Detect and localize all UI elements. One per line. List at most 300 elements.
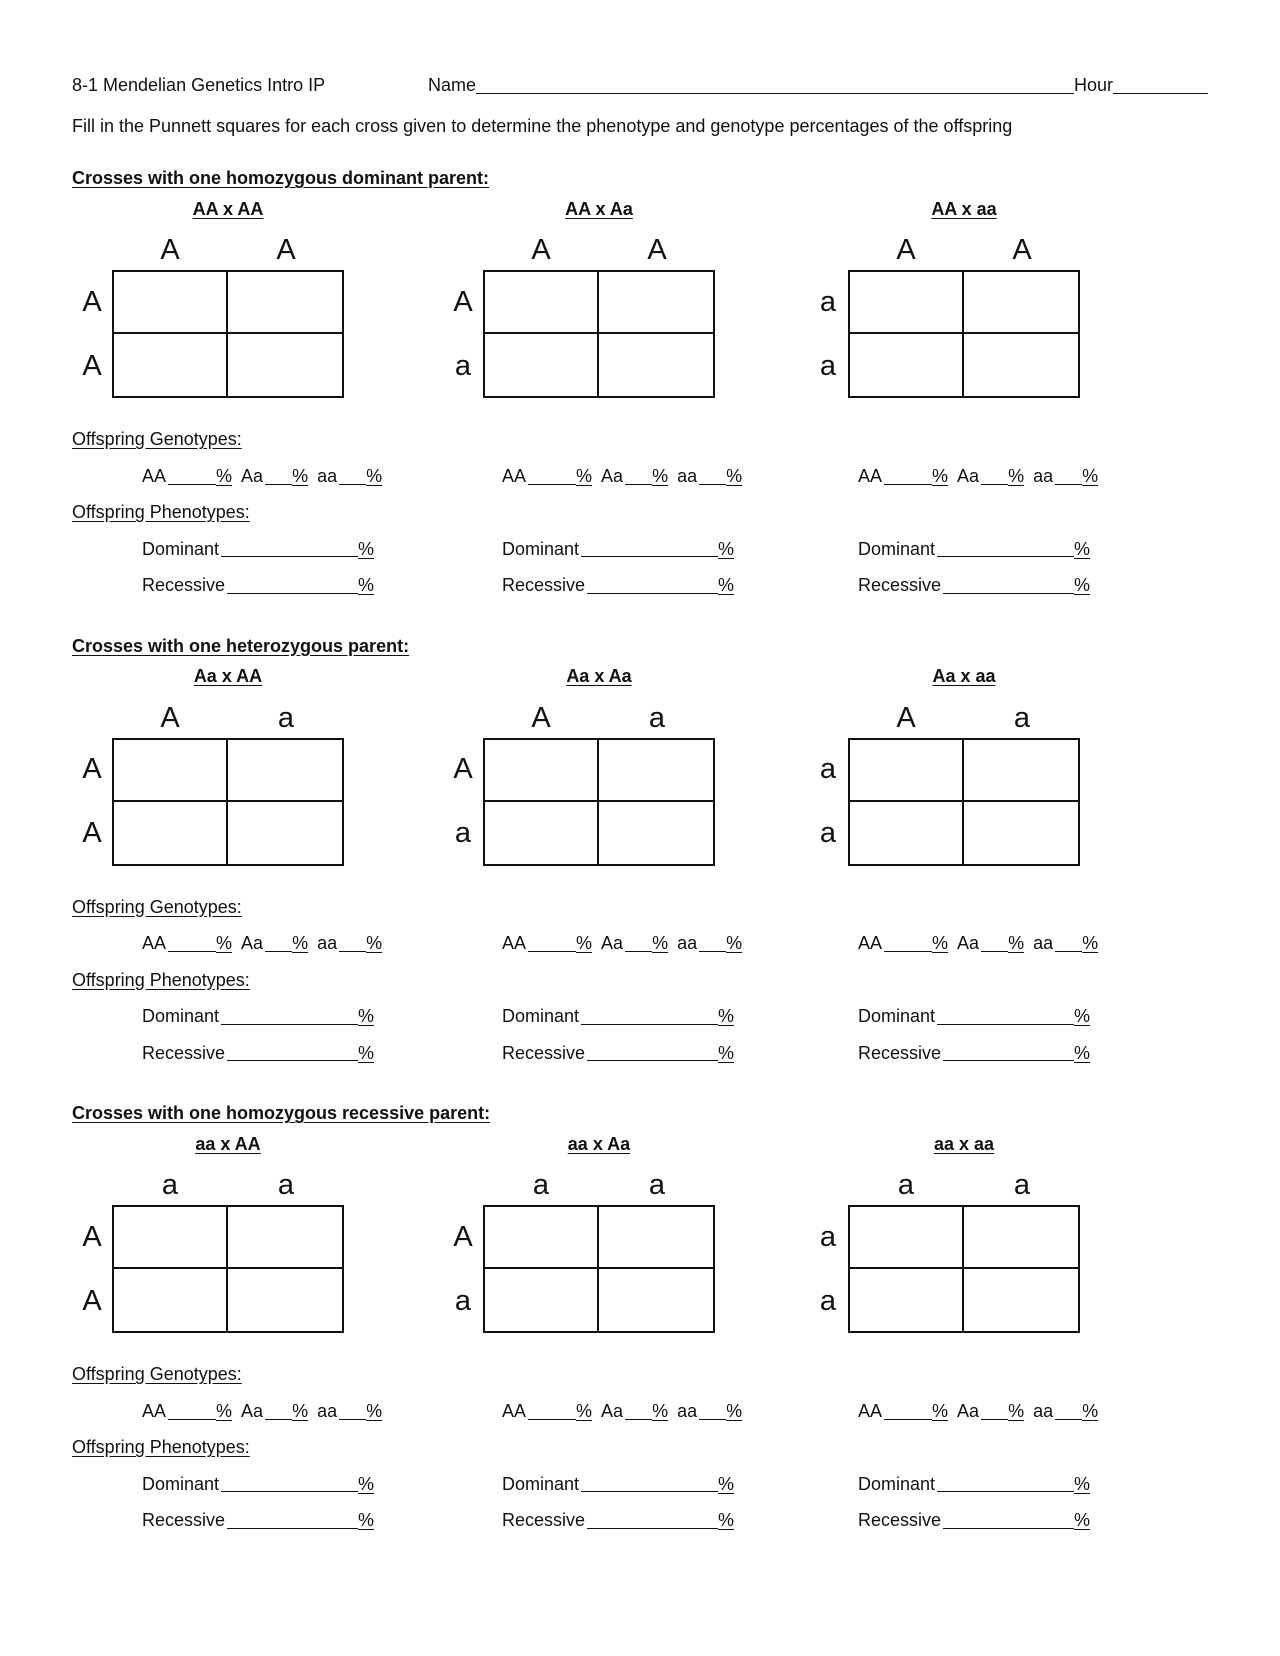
top-allele-row — [848, 1159, 1080, 1205]
percent-sign: % — [1082, 1400, 1099, 1421]
punnett-cell[interactable] — [114, 802, 228, 864]
genotype-blank[interactable] — [1055, 938, 1082, 952]
punnett-cell[interactable] — [850, 740, 964, 802]
punnett-cell[interactable] — [114, 1269, 228, 1331]
percent-sign: % — [1073, 1006, 1090, 1026]
dominant-label: Dominant — [142, 1006, 220, 1026]
punnett-cell[interactable] — [114, 1207, 228, 1269]
dominant-line — [142, 1473, 374, 1496]
punnett-cell[interactable] — [964, 802, 1078, 864]
punnett-grid — [112, 1205, 344, 1333]
genotype-group — [241, 1401, 308, 1421]
recessive-line — [858, 1509, 1090, 1532]
genotype-group — [858, 1401, 948, 1421]
left-allele-label: A — [82, 285, 102, 318]
punnett-cell[interactable] — [485, 802, 599, 864]
punnett-cell[interactable] — [964, 740, 1078, 802]
dominant-label: Dominant — [142, 1473, 220, 1494]
punnett-corner — [808, 1159, 848, 1205]
punnett-cell[interactable] — [850, 1269, 964, 1331]
cross-title: aa x Aa — [567, 1133, 631, 1154]
percent-sign: % — [717, 1006, 734, 1026]
cross-section — [72, 167, 1208, 597]
percent-sign: % — [357, 1510, 374, 1530]
punnett-cell[interactable] — [599, 1269, 713, 1331]
offspring-genotypes-heading: Offspring Genotypes: — [72, 1364, 242, 1384]
genotype-group — [502, 933, 592, 953]
top-allele-label: A — [160, 701, 180, 734]
percent-sign: % — [652, 933, 669, 953]
percent-sign: % — [576, 1400, 593, 1421]
genotype-blank[interactable] — [1055, 1406, 1082, 1420]
genotype-group — [142, 1401, 232, 1421]
genotype-group — [957, 1401, 1024, 1421]
genotype-group — [858, 933, 948, 953]
hour-blank[interactable] — [1113, 92, 1208, 94]
recessive-blank[interactable] — [227, 1527, 358, 1529]
percent-sign: % — [576, 933, 593, 953]
punnett-cell[interactable] — [228, 334, 342, 396]
punnett-cell[interactable] — [228, 1269, 342, 1331]
top-allele-label: A — [276, 234, 296, 266]
genotype-line — [858, 465, 1208, 488]
percent-sign: % — [1008, 1400, 1025, 1421]
genotype-blank[interactable] — [528, 471, 576, 485]
left-allele-column — [808, 270, 848, 398]
genotype-group — [241, 933, 308, 953]
top-allele-label: A — [531, 701, 551, 734]
genotype-blank[interactable] — [339, 471, 366, 485]
genotype-label: aa — [1033, 1400, 1054, 1421]
genotype-group — [317, 933, 382, 953]
dominant-blank[interactable] — [221, 555, 358, 557]
genotype-group — [317, 466, 382, 486]
left-allele-label: A — [453, 1220, 473, 1253]
genotype-group — [1033, 933, 1098, 953]
genotype-label: AA — [502, 1400, 527, 1421]
genotype-label: AA — [142, 933, 167, 953]
left-allele-column — [443, 270, 483, 398]
cross-section — [72, 1102, 1208, 1532]
punnett-square — [443, 224, 788, 398]
cross-title: AA x aa — [931, 198, 997, 219]
punnett-cell[interactable] — [850, 334, 964, 396]
top-allele-row — [848, 692, 1080, 738]
genotype-label: Aa — [957, 933, 980, 953]
left-allele-label: a — [819, 753, 837, 785]
left-allele-label: a — [819, 349, 837, 382]
genotype-blank[interactable] — [528, 1406, 576, 1420]
punnett-cell[interactable] — [964, 272, 1078, 334]
genotype-group — [677, 1401, 742, 1421]
genotype-group — [601, 933, 668, 953]
percent-sign: % — [1008, 933, 1025, 953]
punnett-cell[interactable] — [850, 802, 964, 864]
recessive-row — [72, 574, 1208, 597]
genotype-blank[interactable] — [981, 471, 1008, 485]
hour-label: Hour — [1073, 75, 1113, 95]
genotype-blank[interactable] — [168, 1406, 216, 1420]
genotype-line — [858, 932, 1208, 955]
genotype-label: aa — [1033, 933, 1054, 953]
punnett-cell[interactable] — [850, 272, 964, 334]
punnett-cell[interactable] — [599, 334, 713, 396]
dominant-row — [72, 1005, 1208, 1028]
recessive-blank[interactable] — [943, 592, 1074, 594]
genotype-blank[interactable] — [528, 938, 576, 952]
punnett-cell[interactable] — [228, 1207, 342, 1269]
top-allele-label: a — [648, 701, 666, 734]
percent-sign: % — [726, 1400, 743, 1421]
percent-sign: % — [717, 538, 734, 559]
punnett-cell[interactable] — [228, 740, 342, 802]
percent-sign: % — [1073, 538, 1090, 559]
genotype-blank[interactable] — [884, 938, 932, 952]
name-blank[interactable] — [476, 92, 1074, 94]
left-allele-label: A — [453, 285, 473, 318]
top-allele-label: a — [1013, 1169, 1031, 1201]
punnett-grid — [112, 738, 344, 866]
dominant-line — [502, 1473, 734, 1496]
top-allele-label: a — [277, 1169, 295, 1201]
punnett-grid — [848, 1205, 1080, 1333]
left-allele-label: a — [819, 1220, 837, 1253]
percent-sign: % — [216, 465, 233, 486]
genotype-label: aa — [317, 465, 338, 486]
genotype-line — [858, 1400, 1208, 1423]
left-allele-label: A — [82, 753, 102, 785]
genotype-group — [142, 466, 232, 486]
genotype-blank[interactable] — [625, 471, 652, 485]
cross-block — [72, 1133, 432, 1334]
genotype-label: Aa — [601, 465, 624, 486]
genotype-blank[interactable] — [884, 1406, 932, 1420]
cross-block — [808, 665, 1208, 866]
genotype-label: aa — [677, 1400, 698, 1421]
percent-sign: % — [366, 465, 383, 486]
genotype-label: Aa — [957, 1400, 980, 1421]
punnett-grid — [483, 270, 715, 398]
percent-sign: % — [652, 465, 669, 486]
genotype-blank[interactable] — [265, 938, 292, 952]
dominant-blank[interactable] — [581, 1490, 718, 1492]
punnett-grid — [483, 1205, 715, 1333]
cross-block — [443, 198, 788, 399]
punnett-corner — [443, 224, 483, 270]
offspring-phenotypes-heading: Offspring Phenotypes: — [72, 1437, 250, 1457]
punnett-grid — [848, 270, 1080, 398]
dominant-line — [858, 1473, 1090, 1496]
punnett-square — [808, 692, 1208, 866]
genotype-row — [72, 932, 1208, 955]
top-allele-row — [483, 692, 715, 738]
left-allele-label: a — [819, 817, 837, 849]
cross-title: AA x AA — [192, 198, 264, 219]
genotype-label: AA — [142, 465, 167, 486]
offspring-genotypes-heading: Offspring Genotypes: — [72, 896, 242, 917]
top-allele-label: a — [1013, 701, 1031, 734]
top-allele-label: A — [160, 234, 180, 266]
crosses-row — [72, 198, 1208, 399]
dominant-line — [142, 1005, 374, 1028]
genotype-blank[interactable] — [265, 1406, 292, 1420]
genotype-label: Aa — [601, 933, 624, 953]
top-allele-label: A — [647, 234, 667, 266]
genotype-line — [142, 465, 432, 488]
crosses-row — [72, 665, 1208, 866]
top-allele-label: a — [897, 1169, 915, 1201]
punnett-corner — [443, 692, 483, 738]
recessive-line — [142, 574, 374, 597]
percent-sign: % — [1082, 933, 1099, 953]
percent-sign: % — [366, 933, 383, 953]
punnett-cell[interactable] — [228, 272, 342, 334]
genotype-blank[interactable] — [625, 1406, 652, 1420]
genotype-line — [142, 932, 432, 955]
left-allele-label: a — [454, 1284, 472, 1317]
recessive-row — [72, 1042, 1208, 1065]
genotype-blank[interactable] — [625, 938, 652, 952]
punnett-cell[interactable] — [114, 272, 228, 334]
punnett-cell[interactable] — [599, 272, 713, 334]
top-allele-label: A — [531, 234, 551, 266]
genotype-label: aa — [677, 933, 698, 953]
punnett-cell[interactable] — [599, 1207, 713, 1269]
top-allele-row — [483, 224, 715, 270]
genotype-blank[interactable] — [884, 471, 932, 485]
left-allele-column — [443, 1205, 483, 1333]
left-allele-label: A — [82, 1220, 102, 1253]
genotype-label: Aa — [241, 933, 264, 953]
top-allele-row — [112, 224, 344, 270]
recessive-blank[interactable] — [943, 1059, 1074, 1061]
recessive-label: Recessive — [142, 575, 226, 595]
doc-title: 8-1 Mendelian Genetics Intro IP — [72, 75, 326, 95]
recessive-label: Recessive — [502, 1042, 586, 1063]
cross-title: Aa x AA — [193, 666, 263, 686]
genotype-line — [502, 465, 788, 488]
instructions-text: Fill in the Punnett squares for each cross given to determine the phenotype and genotype percentages of the offspring — [72, 115, 1013, 136]
dominant-label: Dominant — [502, 1473, 580, 1494]
punnett-cell[interactable] — [599, 740, 713, 802]
percent-sign: % — [717, 575, 734, 595]
dominant-row — [72, 1473, 1208, 1496]
punnett-corner — [808, 692, 848, 738]
cross-block — [443, 1133, 788, 1334]
top-allele-label: a — [161, 1169, 179, 1201]
top-allele-row — [483, 1159, 715, 1205]
punnett-cell[interactable] — [485, 1207, 599, 1269]
percent-sign: % — [216, 1400, 233, 1421]
genotype-blank[interactable] — [168, 471, 216, 485]
punnett-corner — [808, 224, 848, 270]
percent-sign: % — [292, 465, 309, 486]
percent-sign: % — [357, 1473, 374, 1494]
punnett-cell[interactable] — [114, 740, 228, 802]
percent-sign: % — [1073, 1042, 1090, 1063]
genotype-label: AA — [858, 465, 883, 486]
recessive-label: Recessive — [502, 575, 586, 595]
recessive-row — [72, 1509, 1208, 1532]
cross-block — [808, 198, 1208, 399]
top-allele-label: a — [532, 1169, 550, 1201]
percent-sign: % — [652, 1400, 669, 1421]
percent-sign: % — [1073, 575, 1090, 595]
left-allele-column — [72, 738, 112, 866]
genotype-label: AA — [502, 465, 527, 486]
dominant-blank[interactable] — [937, 555, 1074, 557]
genotype-blank[interactable] — [981, 938, 1008, 952]
punnett-cell[interactable] — [964, 1207, 1078, 1269]
genotype-blank[interactable] — [699, 938, 726, 952]
punnett-square — [443, 1159, 788, 1333]
name-label: Name — [428, 75, 477, 95]
cross-title: aa x AA — [195, 1133, 261, 1154]
punnett-cell[interactable] — [485, 740, 599, 802]
dominant-label: Dominant — [858, 1006, 936, 1026]
punnett-corner — [72, 224, 112, 270]
recessive-blank[interactable] — [587, 1527, 718, 1529]
recessive-blank[interactable] — [587, 592, 718, 594]
recessive-label: Recessive — [858, 1042, 942, 1063]
left-allele-label: a — [454, 349, 472, 382]
recessive-blank[interactable] — [227, 592, 358, 594]
genotype-group — [1033, 466, 1098, 486]
genotype-group — [1033, 1401, 1098, 1421]
genotype-label: aa — [1033, 465, 1054, 486]
cross-block — [72, 665, 432, 866]
dominant-label: Dominant — [858, 538, 936, 559]
genotype-line — [502, 1400, 788, 1423]
punnett-cell[interactable] — [850, 1207, 964, 1269]
left-allele-label: a — [454, 817, 472, 849]
punnett-corner — [72, 692, 112, 738]
punnett-cell[interactable] — [599, 802, 713, 864]
genotype-blank[interactable] — [1055, 471, 1082, 485]
section-heading: Crosses with one homozygous recessive parent: — [72, 1103, 491, 1123]
punnett-grid — [848, 738, 1080, 866]
punnett-square — [72, 224, 432, 398]
punnett-cell[interactable] — [485, 272, 599, 334]
left-allele-label: A — [82, 1284, 102, 1317]
genotype-group — [601, 1401, 668, 1421]
top-allele-label: a — [277, 701, 295, 734]
genotype-label: AA — [142, 1400, 167, 1421]
dominant-blank[interactable] — [937, 1023, 1074, 1025]
punnett-cell[interactable] — [228, 802, 342, 864]
dominant-blank[interactable] — [581, 1023, 718, 1025]
genotype-label: aa — [317, 933, 338, 953]
recessive-blank[interactable] — [587, 1059, 718, 1061]
punnett-cell[interactable] — [114, 334, 228, 396]
genotype-blank[interactable] — [699, 1406, 726, 1420]
genotype-label: AA — [858, 933, 883, 953]
cross-block — [443, 665, 788, 866]
left-allele-column — [443, 738, 483, 866]
recessive-line — [502, 574, 734, 597]
punnett-corner — [72, 1159, 112, 1205]
genotype-label: aa — [317, 1400, 338, 1421]
dominant-blank[interactable] — [221, 1023, 358, 1025]
punnett-cell[interactable] — [964, 334, 1078, 396]
genotype-line — [502, 932, 788, 955]
punnett-square — [808, 1159, 1208, 1333]
left-allele-label: A — [453, 753, 473, 785]
percent-sign: % — [726, 933, 743, 953]
percent-sign: % — [932, 465, 949, 486]
percent-sign: % — [1073, 1473, 1090, 1494]
dominant-blank[interactable] — [581, 555, 718, 557]
cross-title: Aa x aa — [932, 666, 996, 686]
cross-title: Aa x Aa — [566, 666, 632, 686]
percent-sign: % — [366, 1400, 383, 1421]
dominant-line — [502, 1005, 734, 1028]
left-allele-label: a — [819, 1284, 837, 1317]
crosses-row — [72, 1133, 1208, 1334]
recessive-label: Recessive — [858, 575, 942, 595]
punnett-cell[interactable] — [485, 1269, 599, 1331]
section-heading: Crosses with one homozygous dominant parent: — [72, 168, 490, 188]
genotype-blank[interactable] — [339, 1406, 366, 1420]
percent-sign: % — [216, 933, 233, 953]
cross-block — [808, 1133, 1208, 1334]
cross-title: AA x Aa — [565, 198, 633, 219]
genotype-blank[interactable] — [339, 938, 366, 952]
recessive-blank[interactable] — [227, 1059, 358, 1061]
genotype-blank[interactable] — [168, 938, 216, 952]
punnett-square — [808, 224, 1208, 398]
punnett-cell[interactable] — [485, 334, 599, 396]
left-allele-label: a — [819, 285, 837, 318]
genotype-row — [72, 1400, 1208, 1423]
genotype-group — [677, 933, 742, 953]
genotype-group — [317, 1401, 382, 1421]
percent-sign: % — [1073, 1510, 1090, 1530]
dominant-blank[interactable] — [937, 1490, 1074, 1492]
punnett-cell[interactable] — [964, 1269, 1078, 1331]
percent-sign: % — [357, 1042, 374, 1063]
genotype-blank[interactable] — [981, 1406, 1008, 1420]
left-allele-column — [808, 1205, 848, 1333]
recessive-blank[interactable] — [943, 1527, 1074, 1529]
dominant-line — [858, 538, 1090, 561]
genotype-group — [677, 466, 742, 486]
genotype-group — [502, 1401, 592, 1421]
recessive-label: Recessive — [502, 1510, 586, 1530]
recessive-label: Recessive — [142, 1042, 226, 1063]
genotype-line — [142, 1400, 432, 1423]
genotype-group — [957, 466, 1024, 486]
percent-sign: % — [357, 1006, 374, 1026]
genotype-blank[interactable] — [265, 471, 292, 485]
genotype-label: Aa — [957, 465, 980, 486]
dominant-blank[interactable] — [221, 1490, 358, 1492]
punnett-square — [443, 692, 788, 866]
cross-title: aa x aa — [933, 1133, 995, 1154]
punnett-grid — [112, 270, 344, 398]
recessive-line — [142, 1509, 374, 1532]
dominant-label: Dominant — [502, 538, 580, 559]
genotype-label: aa — [677, 465, 698, 486]
recessive-line — [142, 1042, 374, 1065]
offspring-genotypes-heading: Offspring Genotypes: — [72, 429, 242, 449]
worksheet-header — [72, 74, 1208, 97]
genotype-group — [957, 933, 1024, 953]
percent-sign: % — [1008, 465, 1025, 486]
genotype-label: Aa — [241, 1400, 264, 1421]
genotype-blank[interactable] — [699, 471, 726, 485]
recessive-label: Recessive — [142, 1510, 226, 1530]
